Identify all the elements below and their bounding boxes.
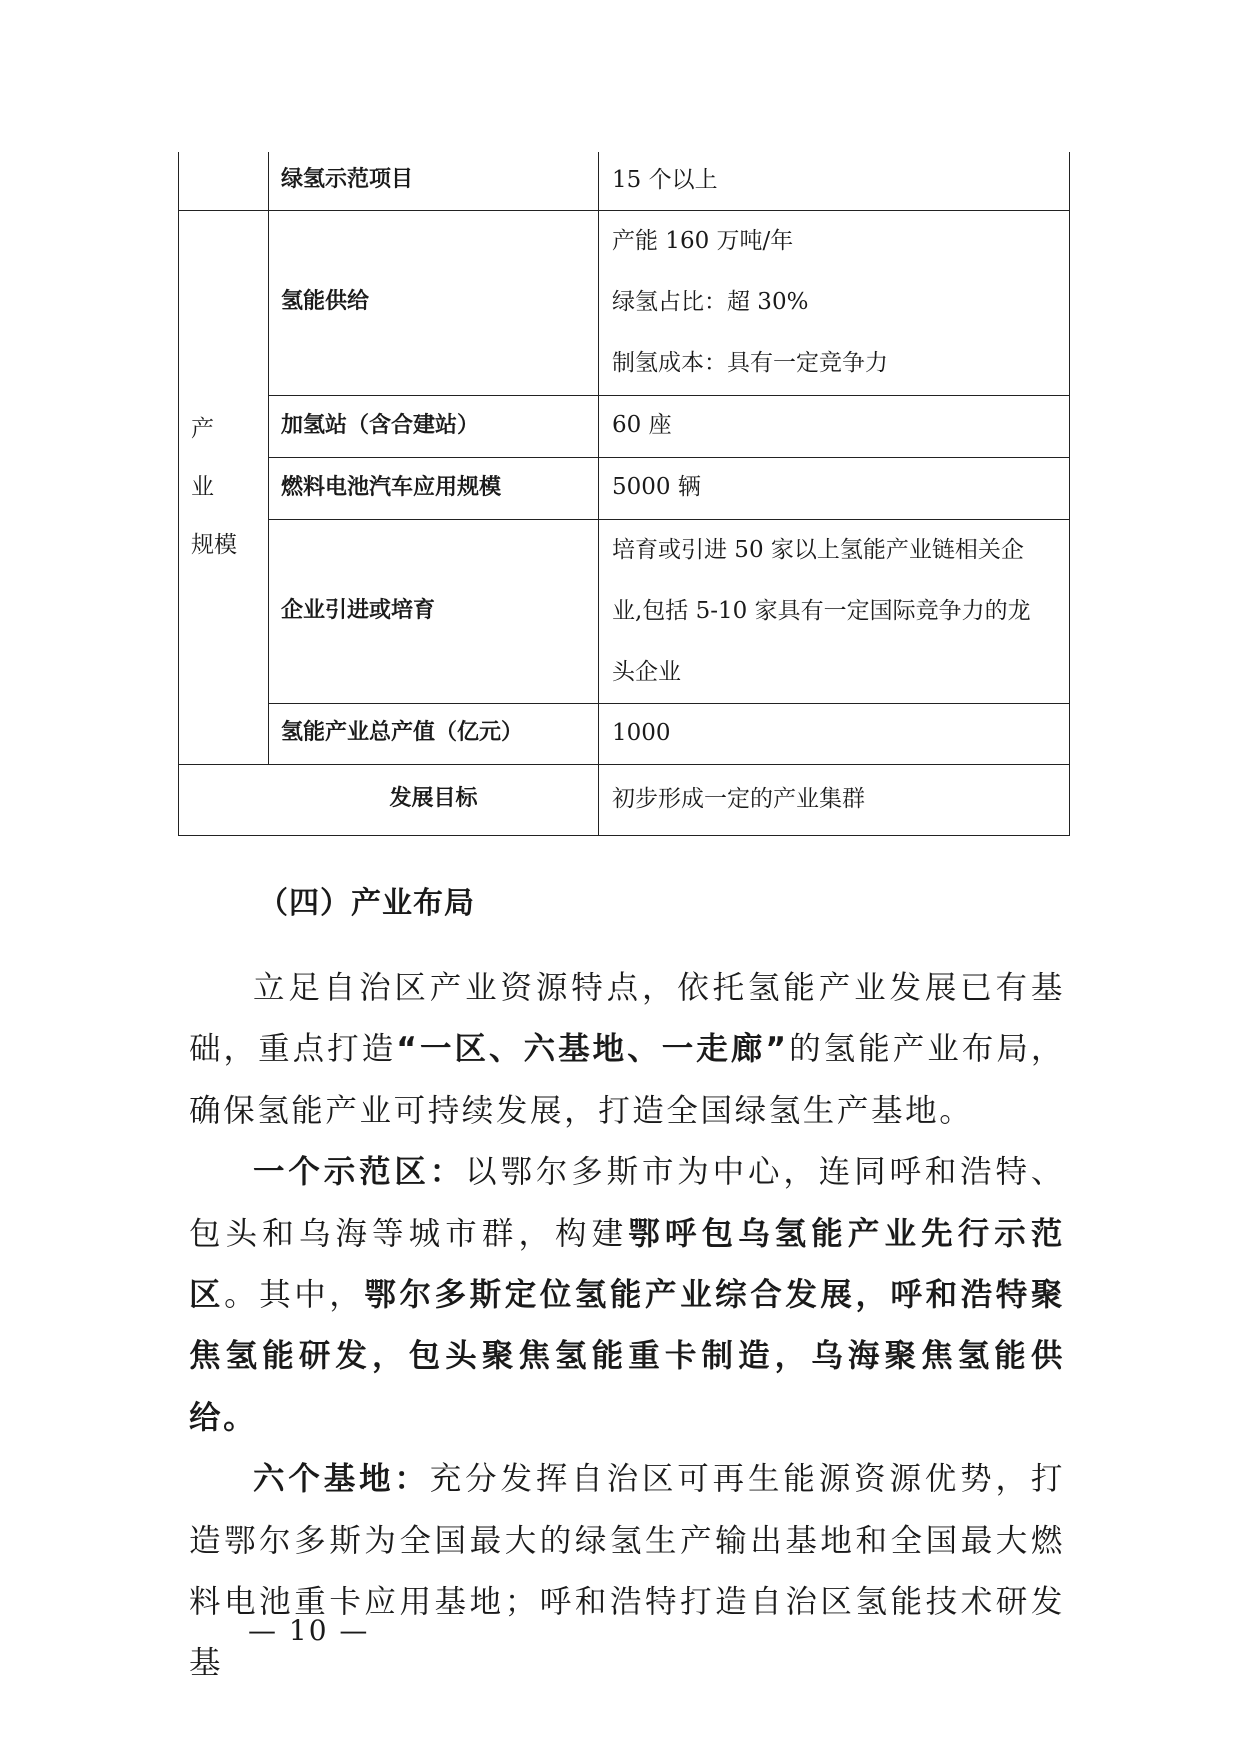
paragraph <box>189 958 1065 1142</box>
row-label: 氢能供给 <box>269 210 599 395</box>
row-value: 15 个以上 <box>599 152 1070 210</box>
text-run: 充分发挥自治区可再生能源资源优势，打造鄂尔多斯为全国最大的绿氢生产输出基地和全国最大燃料电池重卡应用基地；呼和浩特打造自治区氢能技术研发基 <box>189 1461 1065 1682</box>
hydrogen-targets-table <box>178 152 1070 836</box>
row-label <box>179 764 599 835</box>
table-row <box>179 210 1070 395</box>
text-run: 的氢能产业布局，确保氢能产业可持续发展，打造全国绿氢生产基地。 <box>189 1031 1065 1129</box>
category-line: 规模 <box>191 532 237 558</box>
paragraph <box>189 1142 1065 1449</box>
body-text <box>189 958 1065 1695</box>
section-heading: （四）产业布局 <box>258 886 475 921</box>
value-line: 业,包括 5-10 家具有一定国际竞争力的龙 <box>612 597 1031 624</box>
value-line: 头企业 <box>612 658 681 685</box>
value-line: 绿氢占比：超 30% <box>612 289 809 315</box>
row-label: 绿氢示范项目 <box>269 152 599 210</box>
text-run: 立足自治区产业资源特点，依托氢能产业发展已有基础，重点打造 <box>189 970 1065 1068</box>
row-value <box>599 519 1070 703</box>
table-row <box>179 457 1070 519</box>
row-value: 60 座 <box>599 395 1070 457</box>
text-run: 。其中， <box>224 1277 365 1314</box>
category-cell <box>179 210 269 764</box>
table-row <box>179 703 1070 764</box>
bold-run: 一个示范区： <box>253 1154 466 1191</box>
category-line: 产 业 <box>191 416 230 500</box>
bold-run: 鄂尔多斯定位氢能产业综合发展，呼和浩特聚焦氢能研发，包头聚焦氢能重卡制造，乌海聚焦氢能供给。 <box>189 1277 1065 1436</box>
row-label: 氢能产业总产值（亿元） <box>269 703 599 764</box>
value-line: 产能 160 万吨/年 <box>612 228 794 254</box>
page-number: — 10 — <box>248 1614 370 1647</box>
bold-run: 六个基地： <box>253 1461 430 1498</box>
bold-run: “一区、六基地、一走廊” <box>396 1031 789 1068</box>
value-line: 制氢成本：具有一定竞争力 <box>612 350 888 376</box>
row-value <box>599 210 1070 395</box>
table-row <box>179 395 1070 457</box>
row-value: 初步形成一定的产业集群 <box>599 764 1070 835</box>
text-run: 以鄂尔多斯市为中心，连同呼和浩特、包头和乌海等城市群，构建 <box>189 1154 1065 1252</box>
table-row <box>179 152 1070 210</box>
paragraph <box>189 1449 1065 1695</box>
category-cell-empty <box>179 152 269 210</box>
row-value: 1000 <box>599 703 1070 764</box>
value-line: 培育或引进 50 家以上氢能产业链相关企 <box>612 536 1024 563</box>
bold-run: 鄂呼包乌氢能产业先行示范区 <box>189 1215 1066 1314</box>
goal-label: 发展目标 <box>389 786 478 812</box>
row-label: 燃料电池汽车应用规模 <box>269 457 599 519</box>
table-row <box>179 764 1070 835</box>
row-value: 5000 辆 <box>599 457 1070 519</box>
row-label: 加氢站（含合建站） <box>269 395 599 457</box>
table-row <box>179 519 1070 703</box>
row-label: 企业引进或培育 <box>269 519 599 703</box>
